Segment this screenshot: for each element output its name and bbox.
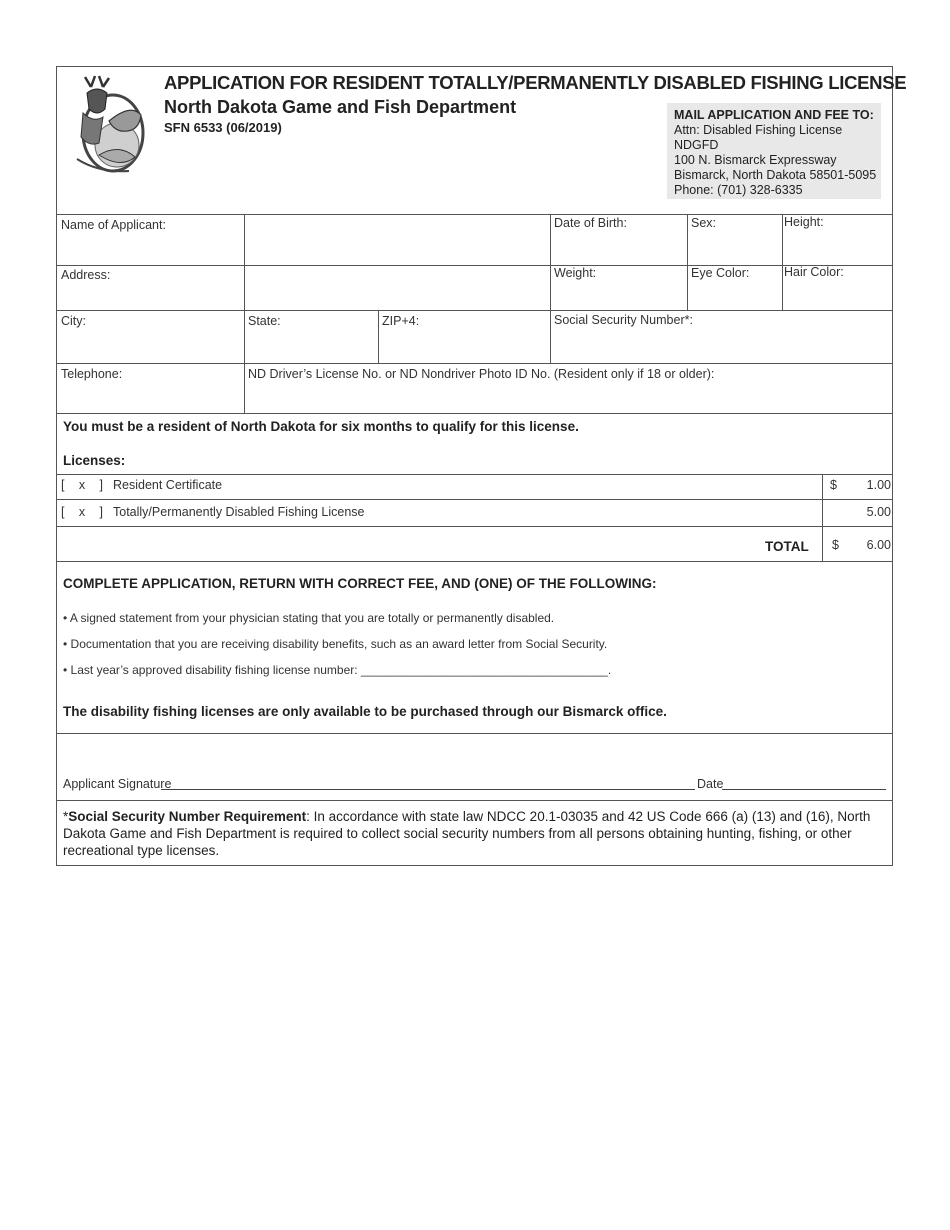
license-id-field[interactable]: ND Driver’s License No. or ND Nondriver Photo ID No. (Resident only if 18 or older): bbox=[248, 367, 715, 381]
divider bbox=[57, 310, 892, 311]
divider bbox=[57, 561, 892, 562]
currency-symbol: $ bbox=[830, 478, 837, 492]
address-field[interactable]: Address: bbox=[61, 268, 111, 282]
form-title: APPLICATION FOR RESIDENT TOTALLY/PERMANENTLY DISABLED FISHING LICENSE bbox=[164, 72, 907, 93]
bullet-text: Last year’s approved disability fishing license number: _____________________________________. bbox=[70, 663, 612, 677]
license-label: Resident Certificate bbox=[113, 478, 223, 492]
license-amount: 5.00 bbox=[866, 505, 891, 519]
mail-line: NDGFD bbox=[674, 138, 719, 152]
eye-color-field[interactable]: Eye Color: bbox=[691, 266, 750, 280]
form-number: SFN 6533 (06/2019) bbox=[164, 120, 282, 135]
divider bbox=[687, 214, 688, 310]
mail-heading: MAIL APPLICATION AND FEE TO: bbox=[674, 108, 874, 122]
divider bbox=[57, 413, 892, 414]
sex-field[interactable]: Sex: bbox=[691, 216, 717, 230]
deer-fish-emblem-icon bbox=[69, 73, 149, 177]
dob-field[interactable]: Date of Birth: bbox=[554, 216, 627, 230]
divider bbox=[550, 214, 551, 363]
bullet-text: Documentation that you are receiving disability benefits, such as an award letter from Social Security. bbox=[70, 637, 608, 651]
mail-line: Bismarck, North Dakota 58501-5095 bbox=[674, 168, 877, 182]
divider bbox=[57, 363, 892, 364]
resident-certificate-checkbox[interactable] bbox=[61, 478, 103, 492]
zip-field[interactable]: ZIP+4: bbox=[382, 314, 420, 328]
mailing-address-box bbox=[667, 103, 881, 199]
check-mark: x bbox=[78, 505, 86, 519]
mail-line: Attn: Disabled Fishing License bbox=[674, 123, 843, 137]
check-mark: x bbox=[78, 478, 86, 492]
telephone-field[interactable]: Telephone: bbox=[61, 367, 123, 381]
department-logo bbox=[69, 73, 149, 177]
mail-line: Phone: (701) 328-6335 bbox=[674, 183, 803, 197]
bullet: • bbox=[63, 637, 68, 651]
application-form bbox=[56, 66, 907, 866]
divider bbox=[57, 526, 892, 527]
ssn-field[interactable]: Social Security Number*: bbox=[554, 313, 693, 327]
list-item[interactable] bbox=[63, 663, 611, 677]
note-text: : In accordance with state law NDCC 20.1-03035 and 42 US Code 666 (a) (13) and (16), North Dakota Game and Fish Department is required to collect social security numbers from all persons obtaining hunting, fishing, or other recreational type licenses. bbox=[63, 809, 871, 858]
date-label: Date bbox=[697, 777, 724, 791]
license-label: Totally/Permanently Disabled Fishing License bbox=[113, 505, 365, 519]
weight-field[interactable]: Weight: bbox=[554, 266, 597, 280]
note-heading: Social Security Number Requirement bbox=[68, 809, 307, 824]
mail-line: 100 N. Bismarck Expressway bbox=[674, 153, 837, 167]
total-label: TOTAL bbox=[765, 539, 809, 554]
residency-notice: You must be a resident of North Dakota for six months to qualify for this license. bbox=[63, 419, 579, 434]
disabled-license-checkbox[interactable] bbox=[61, 505, 103, 519]
currency-symbol: $ bbox=[832, 538, 839, 552]
bracket-close: ] bbox=[99, 505, 103, 519]
instructions-heading: COMPLETE APPLICATION, RETURN WITH CORRECT FEE, AND (ONE) OF THE FOLLOWING: bbox=[63, 576, 657, 591]
date-line[interactable] bbox=[722, 789, 886, 790]
divider bbox=[244, 214, 245, 413]
bullet: • bbox=[63, 611, 68, 625]
divider bbox=[378, 310, 379, 363]
department-name: North Dakota Game and Fish Department bbox=[164, 97, 517, 117]
bracket-open: [ bbox=[61, 478, 65, 492]
divider bbox=[57, 800, 892, 801]
state-field[interactable]: State: bbox=[248, 314, 281, 328]
bracket-close: ] bbox=[99, 478, 103, 492]
signature-label: Applicant Signature bbox=[63, 777, 172, 791]
ssn-requirement-note bbox=[63, 808, 887, 859]
divider bbox=[57, 733, 892, 734]
city-field[interactable]: City: bbox=[61, 314, 86, 328]
hair-color-field[interactable]: Hair Color: bbox=[784, 265, 844, 279]
bracket-open: [ bbox=[61, 505, 65, 519]
divider bbox=[782, 214, 783, 310]
license-amount: 1.00 bbox=[866, 478, 891, 492]
note-star: * bbox=[63, 809, 69, 824]
licenses-heading: Licenses: bbox=[63, 453, 126, 468]
list-item bbox=[63, 637, 607, 651]
divider bbox=[822, 474, 823, 561]
signature-line[interactable] bbox=[161, 789, 695, 790]
bullet: • bbox=[63, 663, 68, 677]
availability-notice: The disability fishing licenses are only available to be purchased through our Bismarck office. bbox=[63, 704, 667, 719]
divider bbox=[57, 214, 892, 215]
divider bbox=[57, 499, 892, 500]
total-amount: 6.00 bbox=[866, 538, 891, 552]
height-field[interactable]: Height: bbox=[784, 215, 824, 229]
divider bbox=[57, 265, 892, 266]
bullet-text: A signed statement from your physician stating that you are totally or permanently disabled. bbox=[69, 611, 555, 625]
list-item bbox=[63, 611, 554, 625]
divider bbox=[57, 474, 892, 475]
name-field[interactable]: Name of Applicant: bbox=[61, 218, 166, 232]
